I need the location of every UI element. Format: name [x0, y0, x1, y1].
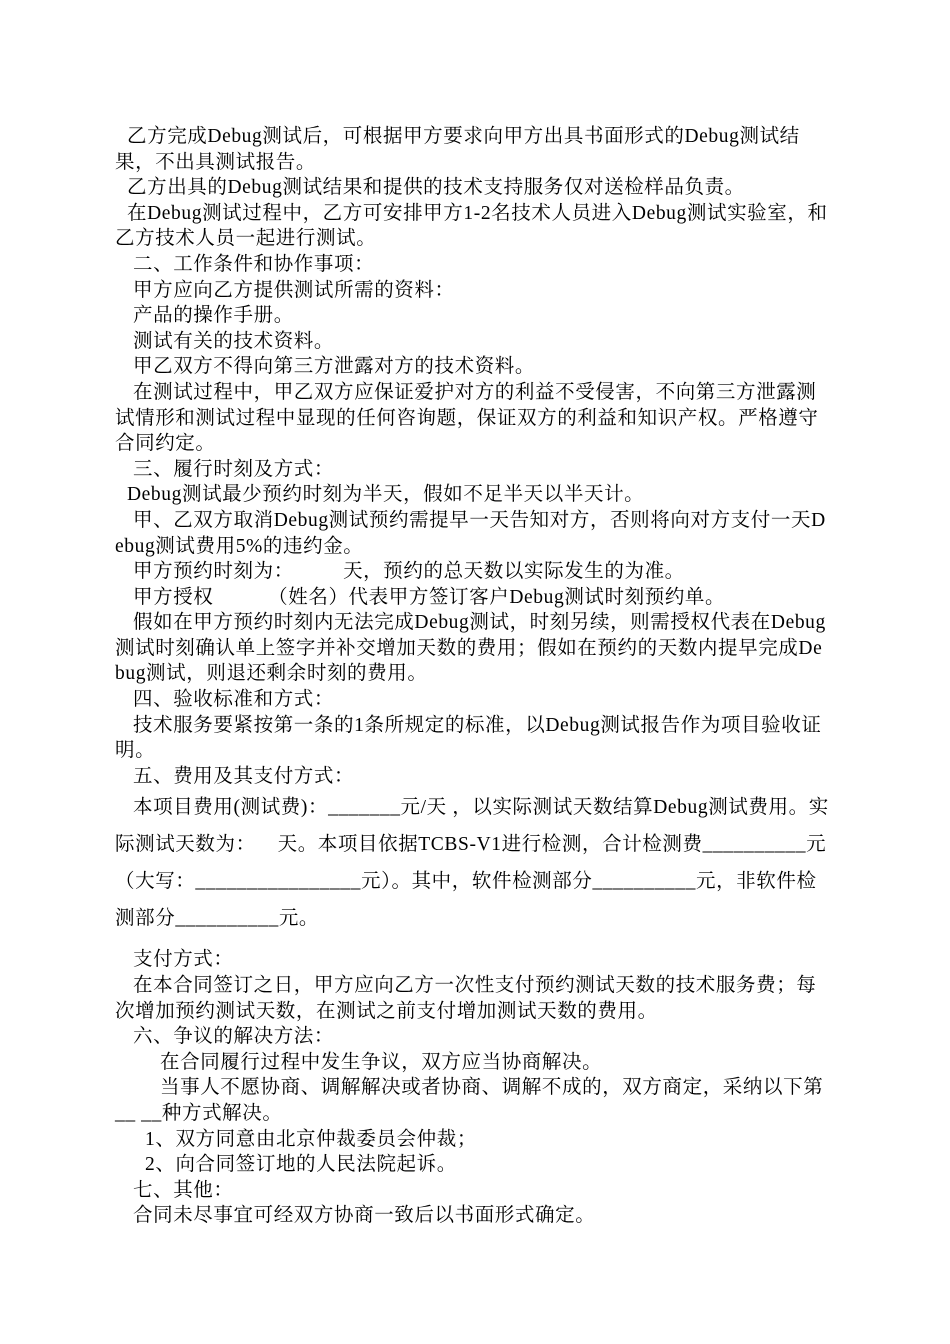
list-item-arbitration: 1、双方同意由北京仲裁委员会仲裁；	[145, 1128, 477, 1150]
section-heading-other: 七、其他：	[133, 1179, 234, 1201]
paragraph-responsibility: 乙方出具的Debug测试结果和提供的技术支持服务仅对送检样品负责。	[127, 177, 745, 199]
fee-text-3: 元（大写：	[115, 834, 827, 893]
section-heading-work-conditions: 二、工作条件和协作事项：	[133, 253, 375, 275]
paragraph-payment-method-heading: 支付方式：	[133, 949, 234, 971]
fee-blank-total: __________	[702, 834, 807, 856]
fee-blank-daily-rate: _______	[328, 797, 401, 819]
paragraph-staff-entry: 在Debug测试过程中，乙方可安排甲方1-2名技术人员进入Debug测试实验室，和乙方技术人员一起进行测试。	[115, 202, 828, 250]
paragraph-debug-result: 乙方完成Debug测试后，可根据甲方要求向甲方出具书面形式的Debug测试结果，不出具测试报告。	[115, 126, 800, 173]
fee-blank-software: __________	[592, 871, 696, 893]
paragraph-payment-terms: 在本合同签订之日，甲方应向乙方一次性支付预约测试天数的技术服务费；每次增加预约测试天数，在测试之前支付增加测试天数的费用。	[115, 975, 817, 1022]
paragraph-materials: 甲方应向乙方提供测试所需的资料：	[133, 279, 455, 301]
paragraph-negotiation: 在合同履行过程中发生争议，双方应当协商解决。	[160, 1051, 603, 1073]
paragraph-fee-details	[115, 789, 830, 937]
paragraph-authorization: 甲方授权 （姓名）代表甲方签订客户Debug测试时刻预约单。	[133, 586, 726, 608]
fee-text-1: 本项目费用(测试费)：	[133, 797, 329, 819]
list-item-manual: 产品的操作手册。	[133, 305, 294, 327]
paragraph-cancellation: 甲、乙双方取消Debug测试预约需提早一天告知对方，否则将向对方支付一天Debug测试费用5%的违约金。	[115, 509, 826, 557]
fee-text-6: 元。	[278, 908, 320, 930]
paragraph-other-matters: 合同未尽事宜可经双方协商一致后以书面形式确定。	[133, 1205, 596, 1227]
fee-blank-uppercase: ________________	[195, 871, 362, 893]
section-heading-acceptance: 四、验收标准和方式：	[133, 689, 335, 711]
list-item-tech-docs: 测试有关的技术资料。	[133, 330, 335, 352]
section-heading-schedule: 三、履行时刻及方式：	[133, 458, 335, 480]
paragraph-acceptance-standard: 技术服务要紧按第一条的1条所规定的标准，以Debug测试报告作为项目验收证明。	[115, 714, 822, 762]
section-heading-dispute: 六、争议的解决方法：	[133, 1026, 335, 1048]
fee-text-2: 元/天 ，以实际测试天数结算Debug测试费用。实际测试天数为： 天。本项目依据TCBS-V1进行检测，合计检测费	[115, 797, 829, 856]
fee-text-4: 元）。其中，软件检测部分	[361, 871, 593, 893]
paragraph-confidentiality: 甲乙双方不得向第三方泄露对方的技术资料。	[133, 356, 536, 378]
paragraph-booking-time: 甲方预约时刻为： 天，预约的总天数以实际发生的为准。	[133, 561, 685, 583]
paragraph-minimum-booking: Debug测试最少预约时刻为半天，假如不足半天以半天计。	[127, 484, 645, 506]
paragraph-extension: 假如在甲方预约时刻内无法完成Debug测试，时刻另续，则需授权代表在Debug测试时刻确认单上签字并补交增加天数的费用；假如在预约的天数内提早完成Debug测试，则退还剩余时刻的费用。	[115, 612, 826, 685]
paragraph-dispute-options: 当事人不愿协商、调解解决或者协商、调解不成的，双方商定，采纳以下第__ __种方式解决。	[115, 1077, 824, 1124]
contract-body	[115, 124, 830, 1229]
section-heading-fees: 五、费用及其支付方式：	[133, 765, 355, 787]
paragraph-mutual-interest: 在测试过程中，甲乙双方应保证爱护对方的利益不受侵害，不向第三方泄露测试情形和测试过程中显现的任何咨询题，保证双方的利益和知识产权。严格遵守合同约定。	[115, 381, 819, 455]
list-item-court: 2、向合同签订地的人民法院起诉。	[145, 1154, 457, 1176]
fee-text-5: 元，非软件检测部分	[115, 871, 817, 930]
fee-blank-non-software: __________	[175, 908, 279, 930]
